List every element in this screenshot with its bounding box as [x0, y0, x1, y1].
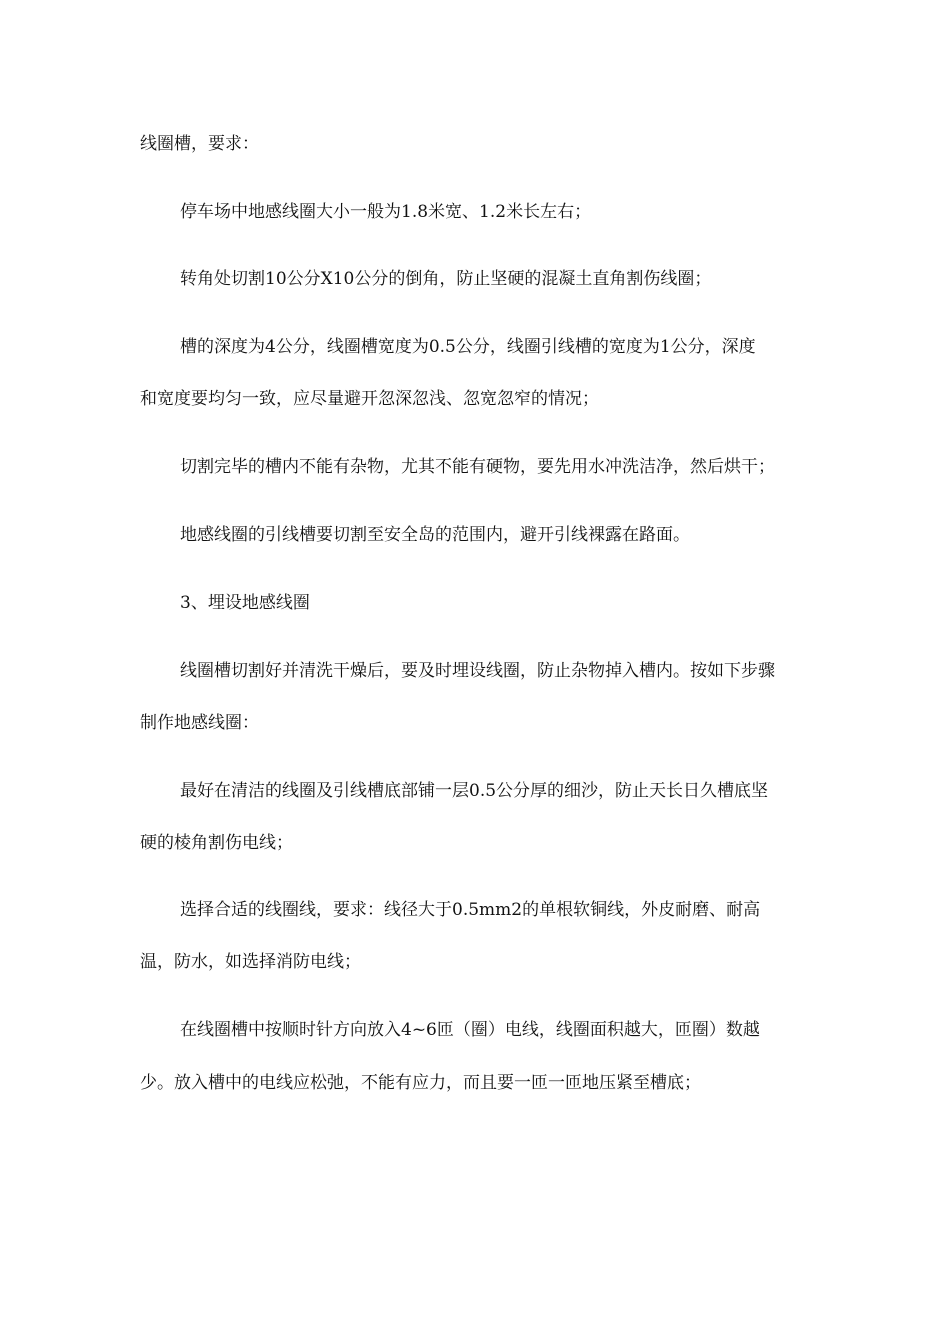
- text-line: 线圈槽，要求：: [140, 134, 259, 154]
- text-line: 制作地感线圈：: [140, 713, 259, 733]
- text-line: 最好在清洁的线圈及引线槽底部铺一层0.5公分厚的细沙，防止天长日久槽底坚: [180, 781, 769, 801]
- text-line: 地感线圈的引线槽要切割至安全岛的范围内，避开引线裸露在路面。: [180, 525, 690, 545]
- text-line: 在线圈槽中按顺时针方向放入4~6匝（圈）电线，线圈面积越大，匝圈）数越: [180, 1020, 760, 1040]
- text-line: 硬的棱角割伤电线；: [140, 833, 293, 853]
- text-line: 少。放入槽中的电线应松弛，不能有应力，而且要一匝一匝地压紧至槽底；: [140, 1073, 701, 1093]
- text-line: 和宽度要均匀一致，应尽量避开忽深忽浅、忽宽忽窄的情况；: [140, 389, 599, 409]
- text-line: 停车场中地感线圈大小一般为1.8米宽、1.2米长左右；: [180, 202, 592, 222]
- section-heading: 3、埋设地感线圈: [180, 593, 310, 613]
- text-line: 转角处切割10公分X10公分的倒角，防止坚硬的混凝土直角割伤线圈；: [180, 269, 712, 289]
- text-line: 温，防水，如选择消防电线；: [140, 952, 361, 972]
- text-line: 选择合适的线圈线，要求：线径大于0.5mm2的单根软铜线，外皮耐磨、耐高: [180, 900, 761, 920]
- text-line: 线圈槽切割好并清洗干燥后，要及时埋设线圈，防止杂物掉入槽内。按如下步骤: [180, 661, 775, 681]
- text-line: 切割完毕的槽内不能有杂物，尤其不能有硬物，要先用水冲洗洁净，然后烘干；: [180, 457, 775, 477]
- text-line: 槽的深度为4公分，线圈槽宽度为0.5公分，线圈引线槽的宽度为1公分，深度: [180, 337, 756, 357]
